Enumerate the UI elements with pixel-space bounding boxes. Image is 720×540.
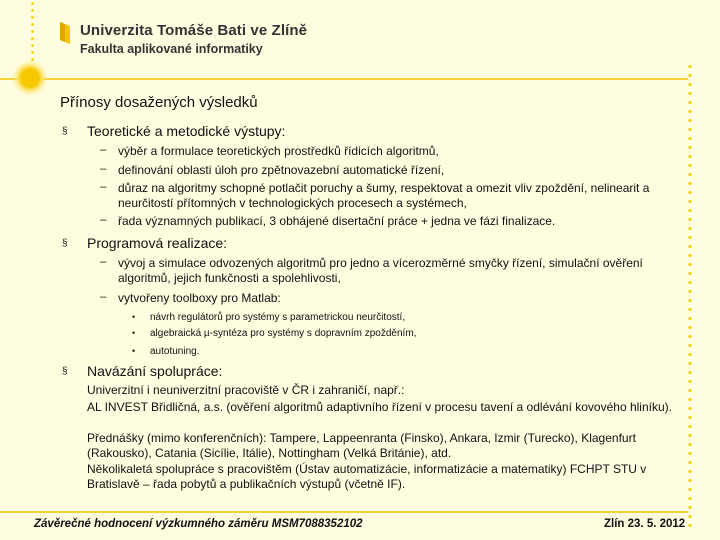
paragraph-line: Několikaletá spolupráce s pracovištěm (Ústav automatizácie, informatizácie a matematiky) FCHPT STU v Bratislavě – řada pobytů a publikačních výstupů (včetně IF). — [87, 462, 647, 491]
paragraph-line: Univerzitní i neuniverzitní pracoviště v ČR i zahraničí, např.: — [87, 383, 405, 397]
sublist-item: návrh regulátorů pro systémy s parametrickou neurčitostí, — [150, 312, 406, 323]
sun-decoration-icon — [12, 60, 48, 96]
section-heading-cooperation: Navázání spolupráce: — [87, 363, 223, 379]
faculty-name: Fakulta aplikované informatiky — [80, 42, 263, 56]
list-dash: – — [100, 144, 107, 156]
list-item: vývoj a simulace odvozených algoritmů pro jedno a vícerozměrné smyčky řízení, simulační ověření algoritmů, jejich funkčnosti a spolehlivosti, — [118, 256, 643, 285]
list-item: definování oblasti úloh pro zpětnovazební automatické řízení, — [118, 163, 445, 177]
decorative-dots-right — [688, 62, 692, 532]
sublist-dot: • — [132, 312, 136, 322]
decorative-dots-left — [31, 0, 34, 62]
paragraph-line: AL INVEST Břidličná, a.s. (ověření algoritmů adaptivního řízení v procesu tavení a odlévání kovového hliníku). — [87, 400, 672, 414]
list-dash: – — [100, 214, 107, 226]
list-dash: – — [100, 291, 107, 303]
slide-title: Přínosy dosažených výsledků — [60, 94, 258, 111]
paragraph-line: Přednášky (mimo konferenčních): Tampere, Lappeenranta (Finsko), Ankara, Izmir (Turecko), Klagenfurt (Rakousko), Catania (Sicílie, Itálie), Nottingham (Velká Británie), atd. — [87, 431, 636, 460]
footer-divider — [0, 511, 688, 513]
footer-project: Závěrečné hodnocení výzkumného záměru MSM7088352102 — [34, 518, 363, 530]
section-bullet: § — [62, 238, 68, 249]
list-item: důraz na algoritmy schopné potlačit poruchy a šumy, respektovat a omezit vliv zpoždění, nelinearit a neurčitostí přítomných v technologických procesech a systémech, — [118, 181, 650, 210]
header-divider — [0, 78, 688, 80]
list-item: výběr a formulace teoretických prostředků řídicích algoritmů, — [118, 144, 439, 158]
list-item: řada významných publikací, 3 obhájené disertační práce + jedna ve fázi finalizace. — [118, 214, 556, 228]
footer-date: Zlín 23. 5. 2012 — [604, 518, 686, 530]
sublist-item: algebraická µ-syntéza pro systémy s dopravním zpožděním, — [150, 328, 417, 339]
section-heading-software: Programová realizace: — [87, 235, 228, 251]
sublist-item: autotuning. — [150, 346, 200, 357]
sublist-dot: • — [132, 346, 136, 356]
university-name: Univerzita Tomáše Bati ve Zlíně — [80, 22, 308, 39]
list-dash: – — [100, 181, 107, 193]
list-item: vytvořeny toolboxy pro Matlab: — [118, 291, 281, 305]
section-heading-theory: Teoretické a metodické výstupy: — [87, 123, 286, 139]
sublist-dot: • — [132, 328, 136, 338]
section-bullet: § — [62, 366, 68, 377]
section-bullet: § — [62, 126, 68, 137]
list-dash: – — [100, 256, 107, 268]
list-dash: – — [100, 163, 107, 175]
university-logo-icon — [58, 20, 72, 46]
